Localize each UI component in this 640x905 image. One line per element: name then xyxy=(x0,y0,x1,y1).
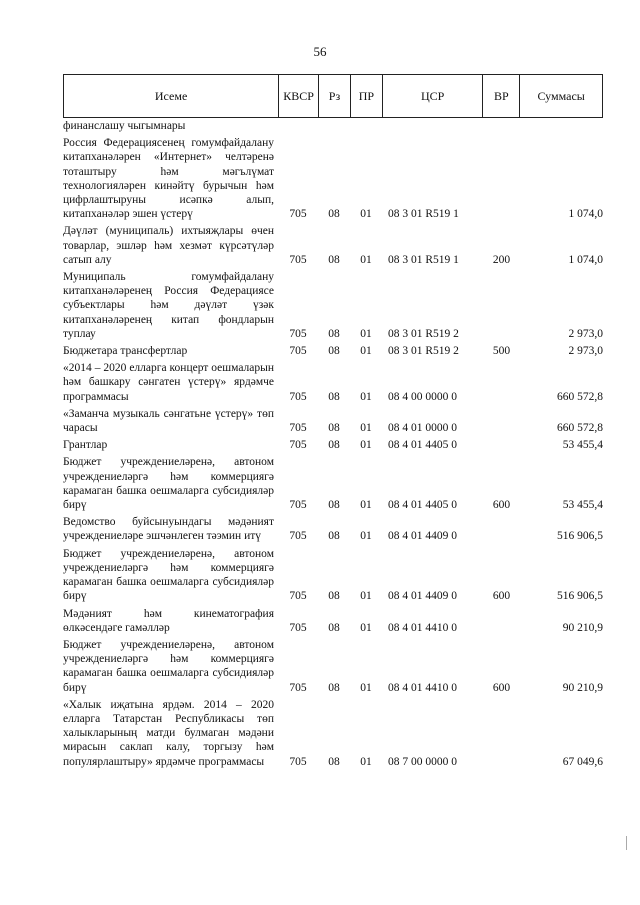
row-sum: 2 973,0 xyxy=(568,327,603,340)
header-kvsr: КВСР xyxy=(278,75,318,117)
row-kvsr: 705 xyxy=(289,530,307,543)
row-pr: 01 xyxy=(360,681,372,694)
row-csr: 08 4 00 0000 0 xyxy=(388,390,457,403)
row-pr: 01 xyxy=(360,621,372,634)
row-rz: 08 xyxy=(328,439,340,452)
header-pr: ПР xyxy=(350,75,382,117)
row-pr: 01 xyxy=(360,327,372,340)
scan-mark xyxy=(626,836,627,850)
row-vr: 600 xyxy=(492,681,511,694)
header-name: Исеме xyxy=(154,88,188,103)
row-sum: 67 049,6 xyxy=(562,755,603,768)
row-pr: 01 xyxy=(360,590,372,603)
row-csr: 08 4 01 0000 0 xyxy=(388,422,457,435)
row-rz: 08 xyxy=(328,755,340,768)
row-rz: 08 xyxy=(328,530,340,543)
row-kvsr: 705 xyxy=(289,499,307,512)
table-row xyxy=(63,547,603,604)
row-name: Бюджетара трансфертлар xyxy=(63,345,188,358)
row-sum: 2 973,0 xyxy=(568,345,603,358)
row-name: Россия Федерациясенең гомумфайдалану китапханәләрен «Интернет» челтәренә тоташтыру һәм мәгълүмат технологияләрен кинәйтү бурычын һәм цифрлаштыруны исәпкә алып, китапханәләр эшен үстерү xyxy=(63,137,274,221)
row-pr: 01 xyxy=(360,390,372,403)
header-vr: ВР xyxy=(482,75,519,117)
row-name: Бюджет учреждениеләренә, автоном учреждениеләргә һәм коммерциягә карамаган башка оешмаларга субсидияләр бирү xyxy=(63,638,274,694)
header-csr: ЦСР xyxy=(382,75,483,117)
row-kvsr: 705 xyxy=(289,208,307,221)
row-csr: 08 7 00 0000 0 xyxy=(388,755,457,768)
row-vr: 600 xyxy=(492,499,511,512)
table-row xyxy=(63,344,603,358)
row-csr: 08 3 01 R519 2 xyxy=(388,327,459,340)
row-csr: 08 4 01 4409 0 xyxy=(388,590,457,603)
row-kvsr: 705 xyxy=(289,327,307,340)
row-name: Бюджет учреждениеләренә, автоном учреждениеләргә һәм коммерциягә карамаган башка оешмаларга субсидияләр бирү xyxy=(63,547,274,603)
row-name: финанслашу чыгымнары xyxy=(63,120,186,132)
row-pr: 01 xyxy=(360,345,372,358)
row-csr: 08 4 01 4405 0 xyxy=(388,439,457,452)
row-csr: 08 4 01 4405 0 xyxy=(388,499,457,512)
row-rz: 08 xyxy=(328,681,340,694)
row-name: Мәдәният һәм кинематография өлкәсендәге гамәлләр xyxy=(63,607,274,634)
row-sum: 53 455,4 xyxy=(562,499,603,512)
row-pr: 01 xyxy=(360,208,372,221)
row-rz: 08 xyxy=(328,345,340,358)
row-sum: 660 572,8 xyxy=(557,390,603,403)
table-row xyxy=(63,270,603,341)
row-vr: 600 xyxy=(492,590,511,603)
table-row xyxy=(63,136,603,221)
table-row xyxy=(63,119,603,133)
row-name: Бюджет учреждениеләренә, автоном учреждениеләргә һәм коммерциягә карамаган башка оешмаларга субсидияләр бирү xyxy=(63,456,274,512)
row-rz: 08 xyxy=(328,422,340,435)
table-row xyxy=(63,455,603,512)
row-csr: 08 3 01 R519 1 xyxy=(388,253,459,266)
row-rz: 08 xyxy=(328,499,340,512)
row-csr: 08 3 01 R519 2 xyxy=(388,345,459,358)
row-csr: 08 4 01 4410 0 xyxy=(388,681,457,694)
row-kvsr: 705 xyxy=(289,439,307,452)
row-kvsr: 705 xyxy=(289,590,307,603)
row-kvsr: 705 xyxy=(289,681,307,694)
table-row xyxy=(63,407,603,435)
row-rz: 08 xyxy=(328,327,340,340)
row-rz: 08 xyxy=(328,208,340,221)
table-row xyxy=(63,224,603,267)
table-body xyxy=(63,119,603,769)
budget-table xyxy=(63,74,603,769)
row-name: Ведомство буйсынуындагы мәдәният учреждениеләре эшчәнлеген тәэмин итү xyxy=(63,516,274,543)
table-row xyxy=(63,698,603,769)
table-row xyxy=(63,515,603,543)
table-row xyxy=(63,438,603,452)
row-csr: 08 3 01 R519 1 xyxy=(388,208,459,221)
row-kvsr: 705 xyxy=(289,755,307,768)
row-sum: 90 210,9 xyxy=(562,621,603,634)
row-kvsr: 705 xyxy=(289,422,307,435)
row-rz: 08 xyxy=(328,621,340,634)
row-kvsr: 705 xyxy=(289,253,307,266)
row-sum: 1 074,0 xyxy=(568,208,603,221)
row-rz: 08 xyxy=(328,390,340,403)
row-sum: 53 455,4 xyxy=(562,439,603,452)
row-pr: 01 xyxy=(360,253,372,266)
row-kvsr: 705 xyxy=(289,390,307,403)
table-row xyxy=(63,361,603,404)
row-pr: 01 xyxy=(360,755,372,768)
row-sum: 516 906,5 xyxy=(557,530,603,543)
row-name: Муниципаль гомумфайдалану китапханәләренең Россия Федерациясе субъектлары һәм дәүләт үзәк китапханәләренең китап фондларын туплау xyxy=(63,271,274,340)
row-pr: 01 xyxy=(360,422,372,435)
row-pr: 01 xyxy=(360,439,372,452)
row-sum: 1 074,0 xyxy=(568,253,603,266)
header-sum: Суммасы xyxy=(519,75,602,117)
row-csr: 08 4 01 4409 0 xyxy=(388,530,457,543)
table-row xyxy=(63,607,603,635)
row-sum: 90 210,9 xyxy=(562,681,603,694)
row-name: «Халык иҗатына ярдәм. 2014 – 2020 елларга Татарстан Республикасы төп халыкларының матди булмаган мәдәни мирасын саклап калу, торгызу һәм популярлаштыру» ярдәмче программасы xyxy=(63,698,274,768)
row-vr: 200 xyxy=(492,253,511,266)
row-kvsr: 705 xyxy=(289,621,307,634)
row-name: Дәүләт (муниципаль) ихтыяҗлары өчен товарлар, эшләр һәм хезмәт күрсәтүләр сатып алу xyxy=(63,225,274,266)
row-name: Грантлар xyxy=(63,439,108,452)
table-row xyxy=(63,638,603,695)
table-header xyxy=(63,74,603,118)
row-rz: 08 xyxy=(328,253,340,266)
row-pr: 01 xyxy=(360,530,372,543)
row-sum: 660 572,8 xyxy=(557,422,603,435)
row-vr: 500 xyxy=(492,345,511,358)
row-kvsr: 705 xyxy=(289,345,307,358)
row-name: «2014 – 2020 елларга концерт оешмаларын һәм башкару сәнгатен үстерү» ярдәмче программасы xyxy=(63,362,274,403)
row-pr: 01 xyxy=(360,499,372,512)
row-sum: 516 906,5 xyxy=(557,590,603,603)
header-rz: Рз xyxy=(318,75,350,117)
row-csr: 08 4 01 4410 0 xyxy=(388,621,457,634)
page-number: 56 xyxy=(313,44,327,59)
row-name: «Заманча музыкаль сәнгатьне үстерү» төп чарасы xyxy=(63,407,274,435)
row-rz: 08 xyxy=(328,590,340,603)
